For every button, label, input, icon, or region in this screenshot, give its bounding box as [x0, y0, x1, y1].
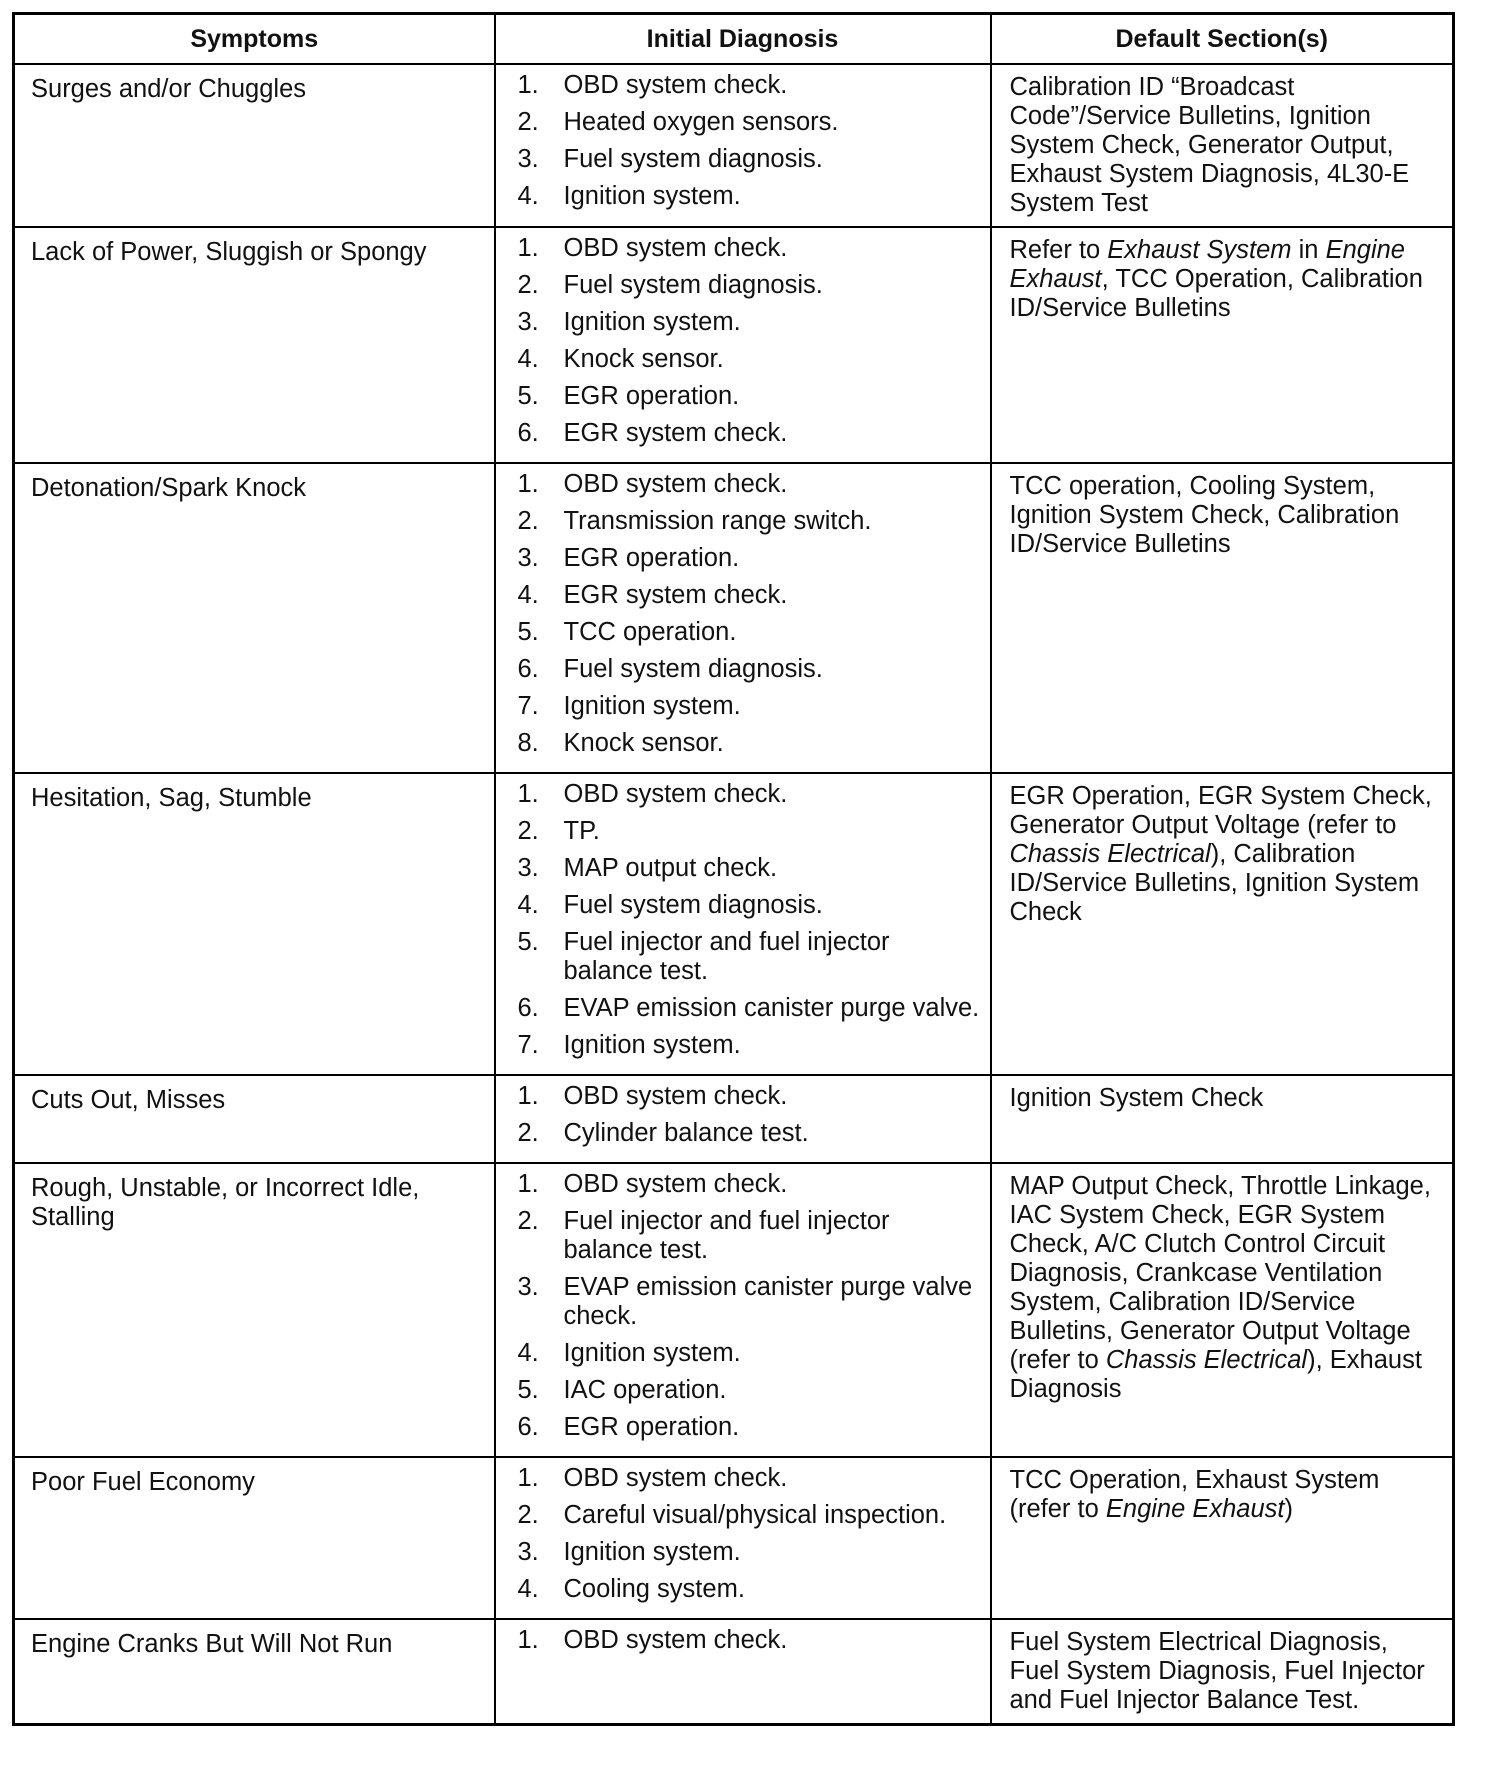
step-number: 3. [517, 145, 539, 173]
table-row [14, 1619, 1454, 1725]
step-text: Ignition system. [563, 1339, 741, 1367]
diagnosis-step [518, 544, 982, 573]
diagnosis-step [518, 271, 982, 300]
diagnosis-step [518, 1031, 982, 1060]
diagnosis-steps-list [518, 71, 982, 211]
table-row [14, 1457, 1454, 1619]
step-number: 3. [517, 1273, 539, 1301]
step-number: 3. [517, 308, 539, 336]
step-text: Cylinder balance test. [563, 1119, 809, 1147]
default-sections-cell [991, 463, 1454, 773]
step-text: Heated oxygen sensors. [563, 108, 839, 136]
default-sections-cell [991, 227, 1454, 463]
step-number: 4. [517, 345, 539, 373]
default-section-text: ), Exhaust Diagnosis [1009, 1346, 1422, 1403]
diagnosis-step [518, 817, 982, 846]
step-text: Ignition system. [563, 692, 741, 720]
table-row [14, 773, 1454, 1075]
step-number: 2. [517, 271, 539, 299]
step-number: 1. [517, 470, 539, 498]
step-number: 2. [517, 1119, 539, 1147]
default-section-text: ) [1284, 1495, 1293, 1523]
diagnosis-step [518, 1170, 982, 1199]
step-text: Transmission range switch. [563, 507, 872, 535]
default-section-italic-ref: Chassis Electrical [1009, 840, 1211, 868]
default-sections-cell [991, 64, 1454, 227]
default-section-text: , TCC Operation, Calibration ID/Service Bulletins [1009, 265, 1423, 322]
step-number: 4. [517, 891, 539, 919]
diagnosis-step [518, 729, 982, 758]
step-text: MAP output check. [563, 854, 778, 882]
initial-diagnosis-cell [495, 1619, 991, 1725]
default-section-text: EGR Operation, EGR System Check, Generator Output Voltage (refer to [1009, 782, 1432, 839]
step-text: IAC operation. [563, 1376, 727, 1404]
step-number: 6. [517, 655, 539, 683]
default-section-text: Calibration ID “Broadcast Code”/Service Bulletins, Ignition System Check, Generator Output, Exhaust System Diagnosis, 4L30-E System Test [1009, 73, 1410, 217]
step-text: OBD system check. [563, 780, 788, 808]
step-number: 3. [517, 1538, 539, 1566]
default-sections-cell [991, 773, 1454, 1075]
step-number: 4. [517, 581, 539, 609]
default-section-text: Refer to [1009, 236, 1108, 264]
diagnosis-step [518, 145, 982, 174]
table-row [14, 227, 1454, 463]
step-number: 6. [517, 994, 539, 1022]
default-section-text: TCC Operation, Exhaust System (refer to [1009, 1466, 1380, 1523]
diagnosis-steps-list [518, 1170, 982, 1442]
step-text: OBD system check. [563, 1082, 788, 1110]
default-section-text: ), Calibration ID/Service Bulletins, Ignition System Check [1009, 840, 1420, 926]
diagnosis-steps-list [518, 780, 982, 1060]
diagnosis-step [518, 1339, 982, 1368]
step-text: Fuel system diagnosis. [563, 655, 823, 683]
diagnosis-step [518, 308, 982, 337]
symptom-cell: Lack of Power, Sluggish or Spongy [14, 227, 495, 463]
step-text: OBD system check. [563, 234, 788, 262]
step-number: 2. [517, 1207, 539, 1235]
step-number: 4. [517, 182, 539, 210]
default-section-italic-ref: Exhaust System [1107, 236, 1292, 264]
table-body [14, 64, 1454, 1725]
table-row [14, 64, 1454, 227]
symptom-cell: Poor Fuel Economy [14, 1457, 495, 1619]
symptom-cell: Surges and/or Chuggles [14, 64, 495, 227]
step-text: Fuel system diagnosis. [563, 271, 823, 299]
symptom-cell: Cuts Out, Misses [14, 1075, 495, 1163]
diagnosis-step [518, 345, 982, 374]
diagnosis-step [518, 780, 982, 809]
diagnosis-step [518, 655, 982, 684]
step-number: 1. [517, 1626, 539, 1654]
diagnosis-step [518, 854, 982, 883]
table-header-row [14, 14, 1454, 65]
step-number: 2. [517, 507, 539, 535]
step-text: EVAP emission canister purge valve check. [563, 1273, 973, 1330]
step-text: Careful visual/physical inspection. [563, 1501, 947, 1529]
diagnosis-steps-list [518, 1464, 982, 1604]
diagnosis-step [518, 419, 982, 448]
step-text: OBD system check. [563, 1626, 788, 1654]
diagnosis-step [518, 470, 982, 499]
step-number: 1. [517, 780, 539, 808]
default-section-italic-ref: Engine Exhaust [1009, 236, 1405, 293]
step-number: 1. [517, 234, 539, 262]
initial-diagnosis-cell [495, 773, 991, 1075]
default-section-text: TCC operation, Cooling System, Ignition System Check, Calibration ID/Service Bulletins [1009, 472, 1400, 558]
diagnosis-step [518, 1376, 982, 1405]
diagnosis-step [518, 1501, 982, 1530]
step-number: 7. [517, 1031, 539, 1059]
step-number: 4. [517, 1575, 539, 1603]
symptom-cell: Engine Cranks But Will Not Run [14, 1619, 495, 1725]
symptom-diagnosis-table [12, 12, 1455, 1726]
step-text: TCC operation. [563, 618, 737, 646]
diagnosis-step [518, 108, 982, 137]
default-sections-cell [991, 1163, 1454, 1457]
diagnosis-steps-list [518, 470, 982, 758]
step-number: 3. [517, 544, 539, 572]
step-text: OBD system check. [563, 71, 788, 99]
initial-diagnosis-cell [495, 463, 991, 773]
default-section-italic-ref: Chassis Electrical [1105, 1346, 1308, 1374]
step-text: Cooling system. [563, 1575, 745, 1603]
diagnosis-step [518, 234, 982, 263]
step-number: 6. [517, 419, 539, 447]
step-number: 1. [517, 1082, 539, 1110]
step-text: Fuel system diagnosis. [563, 891, 823, 919]
step-number: 5. [517, 618, 539, 646]
diagnosis-step [518, 1464, 982, 1493]
step-text: OBD system check. [563, 1464, 788, 1492]
step-text: OBD system check. [563, 470, 788, 498]
diagnosis-step [518, 994, 982, 1023]
diagnosis-step [518, 1119, 982, 1148]
diagnosis-step [518, 1575, 982, 1604]
default-section-text: in [1291, 236, 1326, 264]
diagnosis-step [518, 1082, 982, 1111]
initial-diagnosis-cell [495, 64, 991, 227]
diagnosis-step [518, 71, 982, 100]
step-text: Ignition system. [563, 308, 741, 336]
initial-diagnosis-cell [495, 1457, 991, 1619]
diagnosis-step [518, 891, 982, 920]
diagnosis-step [518, 1626, 982, 1655]
default-sections-cell [991, 1075, 1454, 1163]
step-number: 5. [517, 1376, 539, 1404]
step-text: TP. [563, 817, 600, 845]
default-sections-cell [991, 1619, 1454, 1725]
diagnosis-step [518, 507, 982, 536]
diagnosis-step [518, 382, 982, 411]
diagnosis-step [518, 182, 982, 211]
step-number: 6. [517, 1413, 539, 1441]
table-row [14, 463, 1454, 773]
step-text: EGR operation. [563, 544, 740, 572]
step-text: Knock sensor. [563, 729, 724, 757]
step-number: 1. [517, 1464, 539, 1492]
step-text: EGR operation. [563, 1413, 740, 1441]
symptom-cell: Rough, Unstable, or Incorrect Idle, Stalling [14, 1163, 495, 1457]
default-sections-cell [991, 1457, 1454, 1619]
step-number: 5. [517, 928, 539, 956]
diagnosis-steps-list [518, 1626, 982, 1655]
header-initial-diagnosis: Initial Diagnosis [495, 14, 991, 65]
step-text: Ignition system. [563, 182, 741, 210]
header-symptoms: Symptoms [14, 14, 495, 65]
step-text: Ignition system. [563, 1538, 741, 1566]
step-number: 1. [517, 71, 539, 99]
step-text: Fuel injector and fuel injector balance test. [563, 1207, 890, 1264]
step-number: 7. [517, 692, 539, 720]
step-number: 3. [517, 854, 539, 882]
default-section-italic-ref: Engine Exhaust [1105, 1495, 1285, 1523]
step-number: 5. [517, 382, 539, 410]
step-number: 1. [517, 1170, 539, 1198]
initial-diagnosis-cell [495, 227, 991, 463]
step-number: 2. [517, 817, 539, 845]
step-text: Fuel injector and fuel injector balance test. [563, 928, 890, 985]
table-row [14, 1163, 1454, 1457]
diagnosis-step [518, 581, 982, 610]
step-text: Ignition system. [563, 1031, 741, 1059]
diagnosis-step [518, 1207, 982, 1265]
diagnosis-step [518, 1413, 982, 1442]
step-number: 2. [517, 1501, 539, 1529]
step-text: Fuel system diagnosis. [563, 145, 823, 173]
table-row [14, 1075, 1454, 1163]
initial-diagnosis-cell [495, 1075, 991, 1163]
step-text: OBD system check. [563, 1170, 788, 1198]
default-section-text: Fuel System Electrical Diagnosis, Fuel System Diagnosis, Fuel Injector and Fuel Injector Balance Test. [1009, 1628, 1425, 1714]
diagnosis-step [518, 692, 982, 721]
default-section-text: MAP Output Check, Throttle Linkage, IAC System Check, EGR System Check, A/C Clutch Control Circuit Diagnosis, Crankcase Ventilation System, Calibration ID/Service Bulletins, Generator Output Voltage (refer to [1009, 1172, 1431, 1374]
step-number: 8. [517, 729, 539, 757]
diagnosis-step [518, 618, 982, 647]
step-text: EVAP emission canister purge valve. [563, 994, 980, 1022]
default-section-text: Ignition System Check [1009, 1084, 1264, 1112]
symptom-cell: Detonation/Spark Knock [14, 463, 495, 773]
diagnosis-step [518, 928, 982, 986]
symptom-cell: Hesitation, Sag, Stumble [14, 773, 495, 1075]
header-default-sections: Default Section(s) [991, 14, 1454, 65]
step-text: EGR system check. [563, 581, 788, 609]
diagnosis-steps-list [518, 1082, 982, 1148]
step-text: Knock sensor. [563, 345, 724, 373]
diagnosis-step [518, 1273, 982, 1331]
diagnosis-steps-list [518, 234, 982, 448]
step-text: EGR system check. [563, 419, 788, 447]
step-number: 2. [517, 108, 539, 136]
step-text: EGR operation. [563, 382, 740, 410]
initial-diagnosis-cell [495, 1163, 991, 1457]
diagnosis-step [518, 1538, 982, 1567]
step-number: 4. [517, 1339, 539, 1367]
